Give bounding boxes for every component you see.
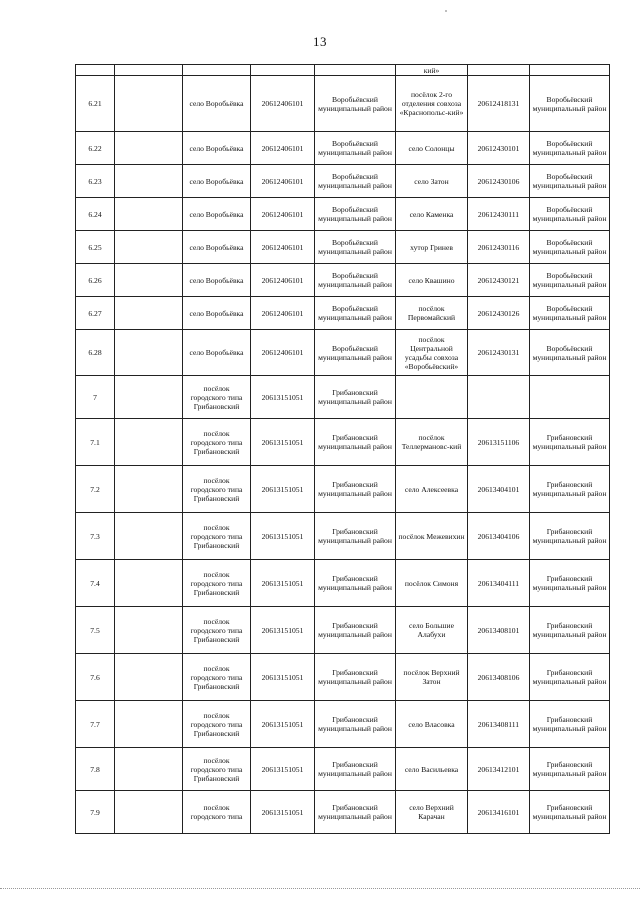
blank-cell [115, 165, 183, 198]
settlement-oktmo-cell: 20612430116 [468, 231, 530, 264]
settlement-district-cell: Грибановский муниципальный район [530, 701, 610, 748]
center-district-cell: Воробьёвский муниципальный район [315, 198, 396, 231]
settlement-oktmo-cell: 20613412101 [468, 748, 530, 791]
center-district-cell: Грибановский муниципальный район [315, 466, 396, 513]
center-oktmo-cell: 20612406101 [251, 198, 315, 231]
center-district-cell: Воробьёвский муниципальный район [315, 231, 396, 264]
blank-cell [115, 76, 183, 132]
blank-cell [115, 419, 183, 466]
page-number: 13 [313, 34, 327, 49]
center-oktmo-cell: 20612406101 [251, 297, 315, 330]
center-settlement-cell: посёлок городского типа Грибановский [183, 376, 251, 419]
settlements-table [75, 64, 610, 834]
center-district-cell: Грибановский муниципальный район [315, 560, 396, 607]
settlement-oktmo-cell: 20612430131 [468, 330, 530, 376]
table-row [76, 165, 610, 198]
table-row [76, 560, 610, 607]
table-row [76, 791, 610, 834]
row-number-cell: 6.27 [76, 297, 115, 330]
table-row [76, 513, 610, 560]
table-row [76, 297, 610, 330]
center-oktmo-cell: 20612406101 [251, 264, 315, 297]
settlement-district-cell: Воробьёвский муниципальный район [530, 76, 610, 132]
center-oktmo-cell: 20612406101 [251, 76, 315, 132]
blank-cell [115, 132, 183, 165]
row-number-cell: 7 [76, 376, 115, 419]
row-number-cell: 7.2 [76, 466, 115, 513]
center-district-cell: Грибановский муниципальный район [315, 748, 396, 791]
blank-cell [115, 297, 183, 330]
row-number-cell: 6.26 [76, 264, 115, 297]
table-row [76, 198, 610, 231]
center-oktmo-cell: 20613151051 [251, 748, 315, 791]
center-settlement-cell: посёлок городского типа Грибановский [183, 466, 251, 513]
center-settlement-cell: село Воробьёвка [183, 297, 251, 330]
settlement-name-cell: посёлок Центральной усадьбы совхоза «Воробьёвский» [396, 330, 468, 376]
table-row [76, 654, 610, 701]
settlement-oktmo-cell: 20612430106 [468, 165, 530, 198]
settlement-oktmo-cell: 20612418131 [468, 76, 530, 132]
settlement-district-cell: Воробьёвский муниципальный район [530, 231, 610, 264]
settlement-name-cell: посёлок Теллермановс-кий [396, 419, 468, 466]
center-district-cell: Воробьёвский муниципальный район [315, 297, 396, 330]
table-row [76, 330, 610, 376]
row-number-cell: 7.3 [76, 513, 115, 560]
table-row [76, 376, 610, 419]
center-oktmo-cell: 20613151051 [251, 419, 315, 466]
center-settlement-cell: посёлок городского типа Грибановский [183, 701, 251, 748]
settlement-oktmo-cell: 20613404106 [468, 513, 530, 560]
center-district-cell: Грибановский муниципальный район [315, 419, 396, 466]
center-oktmo-cell: 20613151051 [251, 791, 315, 834]
center-district-cell: Грибановский муниципальный район [315, 376, 396, 419]
settlement-oktmo-cell: 20613151106 [468, 419, 530, 466]
row-number-cell: 6.23 [76, 165, 115, 198]
center-district-cell: Грибановский муниципальный район [315, 607, 396, 654]
settlement-name-cell: посёлок Первомайский [396, 297, 468, 330]
settlement-district-cell: Грибановский муниципальный район [530, 419, 610, 466]
settlement-oktmo-cell: 20613408106 [468, 654, 530, 701]
settlement-name-cell: село Большие Алабухи [396, 607, 468, 654]
settlement-district-cell: Грибановский муниципальный район [530, 607, 610, 654]
settlement-name-cell: село Алексеевка [396, 466, 468, 513]
row-number-cell: 7.4 [76, 560, 115, 607]
scan-speck [445, 10, 447, 12]
center-settlement-cell: село Воробьёвка [183, 132, 251, 165]
settlement-oktmo-cell: 20613408111 [468, 701, 530, 748]
center-settlement-cell: село Воробьёвка [183, 264, 251, 297]
center-district-cell: Воробьёвский муниципальный район [315, 264, 396, 297]
center-settlement-cell: посёлок городского типа Грибановский [183, 513, 251, 560]
blank-cell [115, 376, 183, 419]
table-row-fragment [76, 65, 610, 76]
center-settlement-cell: село Воробьёвка [183, 165, 251, 198]
center-district-cell: Воробьёвский муниципальный район [315, 76, 396, 132]
settlement-district-cell: Грибановский муниципальный район [530, 466, 610, 513]
center-district-cell: Грибановский муниципальный район [315, 513, 396, 560]
row-number-cell: 6.21 [76, 76, 115, 132]
row-number-cell: 7.8 [76, 748, 115, 791]
center-settlement-cell: посёлок городского типа Грибановский [183, 419, 251, 466]
blank-cell [115, 560, 183, 607]
settlement-name-cell [396, 376, 468, 419]
center-oktmo-cell: 20612406101 [251, 231, 315, 264]
center-district-cell: Грибановский муниципальный район [315, 701, 396, 748]
center-settlement-cell: посёлок городского типа Грибановский [183, 560, 251, 607]
settlement-district-cell: Воробьёвский муниципальный район [530, 198, 610, 231]
table-row [76, 607, 610, 654]
blank-cell [115, 513, 183, 560]
settlement-district-cell [530, 65, 610, 76]
blank-cell [115, 607, 183, 654]
settlement-oktmo-cell: 20613408101 [468, 607, 530, 654]
row-number-cell: 7.5 [76, 607, 115, 654]
center-oktmo-cell: 20612406101 [251, 165, 315, 198]
settlement-oktmo-cell: 20613404111 [468, 560, 530, 607]
table-row [76, 264, 610, 297]
center-oktmo-cell: 20613151051 [251, 513, 315, 560]
settlement-district-cell: Грибановский муниципальный район [530, 654, 610, 701]
settlement-name-cell: посёлок Симоня [396, 560, 468, 607]
center-settlement-cell: посёлок городского типа [183, 791, 251, 834]
table-body [76, 65, 610, 834]
table-row [76, 231, 610, 264]
table-row [76, 466, 610, 513]
settlement-oktmo-cell [468, 376, 530, 419]
center-oktmo-cell: 20613151051 [251, 560, 315, 607]
settlement-name-cell: посёлок Верхний Затон [396, 654, 468, 701]
center-settlement-cell: село Воробьёвка [183, 76, 251, 132]
settlement-name-cell: село Васильевка [396, 748, 468, 791]
settlement-name-cell: кий» [396, 65, 468, 76]
settlement-name-cell: село Каменка [396, 198, 468, 231]
center-settlement-cell: посёлок городского типа Грибановский [183, 607, 251, 654]
settlement-oktmo-cell: 20612430111 [468, 198, 530, 231]
center-settlement-cell: село Воробьёвка [183, 198, 251, 231]
settlement-name-cell: село Солонцы [396, 132, 468, 165]
row-number-cell [76, 65, 115, 76]
center-oktmo-cell: 20613151051 [251, 466, 315, 513]
settlement-name-cell: посёлок 2-го отделения совхоза «Краснопольс-кий» [396, 76, 468, 132]
blank-cell [115, 330, 183, 376]
center-district-cell: Воробьёвский муниципальный район [315, 165, 396, 198]
center-settlement-cell: село Воробьёвка [183, 231, 251, 264]
settlement-name-cell: село Верхний Карачан [396, 791, 468, 834]
settlement-district-cell: Грибановский муниципальный район [530, 560, 610, 607]
settlement-name-cell: село Квашино [396, 264, 468, 297]
center-oktmo-cell: 20613151051 [251, 654, 315, 701]
settlement-oktmo-cell: 20613404101 [468, 466, 530, 513]
center-settlement-cell: посёлок городского типа Грибановский [183, 748, 251, 791]
bottom-scan-line [0, 888, 640, 889]
center-settlement-cell: село Воробьёвка [183, 330, 251, 376]
settlement-oktmo-cell: 20612430126 [468, 297, 530, 330]
row-number-cell: 7.6 [76, 654, 115, 701]
center-settlement-cell [183, 65, 251, 76]
settlement-district-cell [530, 376, 610, 419]
settlement-name-cell: село Власовка [396, 701, 468, 748]
center-district-cell [315, 65, 396, 76]
center-district-cell: Грибановский муниципальный район [315, 791, 396, 834]
settlement-district-cell: Воробьёвский муниципальный район [530, 264, 610, 297]
row-number-cell: 7.7 [76, 701, 115, 748]
center-oktmo-cell: 20612406101 [251, 132, 315, 165]
center-oktmo-cell: 20612406101 [251, 330, 315, 376]
table-row [76, 132, 610, 165]
settlement-district-cell: Воробьёвский муниципальный район [530, 132, 610, 165]
settlement-oktmo-cell: 20612430101 [468, 132, 530, 165]
center-district-cell: Воробьёвский муниципальный район [315, 330, 396, 376]
blank-cell [115, 198, 183, 231]
settlement-district-cell: Воробьёвский муниципальный район [530, 297, 610, 330]
table-row [76, 748, 610, 791]
settlement-name-cell: село Затон [396, 165, 468, 198]
blank-cell [115, 748, 183, 791]
settlement-district-cell: Воробьёвский муниципальный район [530, 330, 610, 376]
row-number-cell: 6.28 [76, 330, 115, 376]
blank-cell [115, 65, 183, 76]
settlement-oktmo-cell: 20613416101 [468, 791, 530, 834]
settlement-oktmo-cell: 20612430121 [468, 264, 530, 297]
center-oktmo-cell: 20613151051 [251, 376, 315, 419]
table-row [76, 701, 610, 748]
blank-cell [115, 701, 183, 748]
row-number-cell: 6.25 [76, 231, 115, 264]
blank-cell [115, 466, 183, 513]
center-oktmo-cell: 20613151051 [251, 607, 315, 654]
blank-cell [115, 264, 183, 297]
table-row [76, 76, 610, 132]
table-row [76, 419, 610, 466]
row-number-cell: 6.22 [76, 132, 115, 165]
blank-cell [115, 231, 183, 264]
settlement-name-cell: хутор Гринев [396, 231, 468, 264]
row-number-cell: 7.1 [76, 419, 115, 466]
center-oktmo-cell: 20613151051 [251, 701, 315, 748]
settlement-oktmo-cell [468, 65, 530, 76]
center-oktmo-cell [251, 65, 315, 76]
settlement-district-cell: Грибановский муниципальный район [530, 791, 610, 834]
row-number-cell: 7.9 [76, 791, 115, 834]
blank-cell [115, 654, 183, 701]
center-district-cell: Воробьёвский муниципальный район [315, 132, 396, 165]
settlement-name-cell: посёлок Межевихин [396, 513, 468, 560]
center-settlement-cell: посёлок городского типа Грибановский [183, 654, 251, 701]
settlement-district-cell: Грибановский муниципальный район [530, 513, 610, 560]
blank-cell [115, 791, 183, 834]
settlement-district-cell: Воробьёвский муниципальный район [530, 165, 610, 198]
center-district-cell: Грибановский муниципальный район [315, 654, 396, 701]
row-number-cell: 6.24 [76, 198, 115, 231]
settlement-district-cell: Грибановский муниципальный район [530, 748, 610, 791]
